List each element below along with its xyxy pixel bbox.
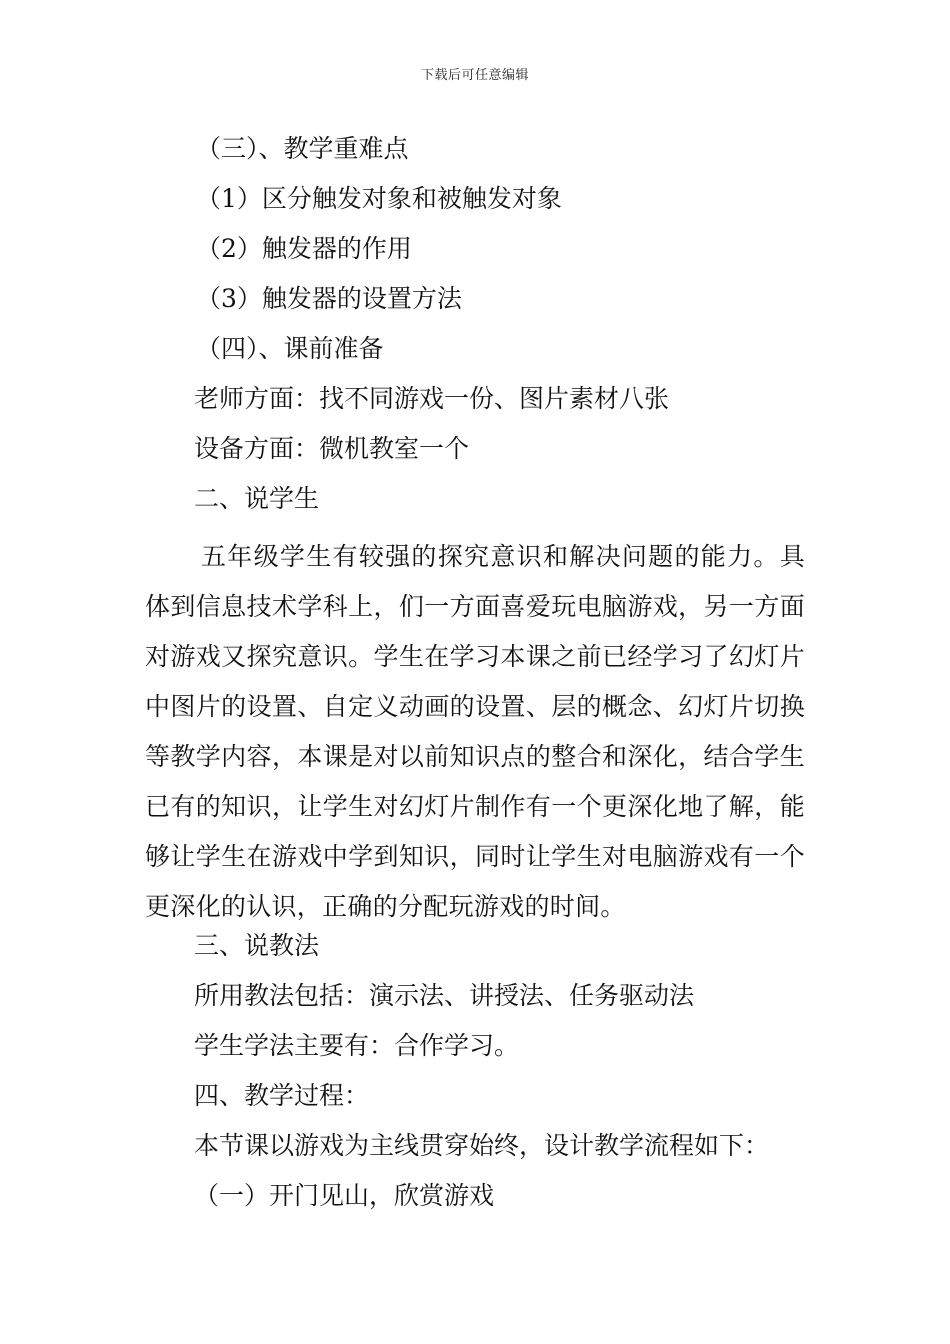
- heading-key-points: （三）、教学重难点: [196, 134, 409, 163]
- learning-methods-text: 学生学法主要有：合作学习。: [194, 1031, 520, 1060]
- list-item-key-point-2: （2）触发器的作用: [196, 234, 412, 263]
- heading-students: 二、说学生: [194, 484, 320, 513]
- preparation-teacher: 老师方面：找不同游戏一份、图片素材八张: [194, 384, 670, 413]
- process-step-1: （一）开门见山，欣赏游戏: [194, 1181, 495, 1210]
- heading-teaching-methods: 三、说教法: [194, 931, 320, 960]
- heading-teaching-process: 四、教学过程：: [194, 1081, 370, 1110]
- heading-preparation: （四）、课前准备: [196, 334, 384, 363]
- list-item-key-point-3: （3）触发器的设置方法: [196, 284, 462, 313]
- teaching-methods-text: 所用教法包括：演示法、讲授法、任务驱动法: [194, 981, 695, 1010]
- students-paragraph: 五年级学生有较强的探究意识和解决问题的能力。具体到信息技术学科上，们一方面喜爱玩电脑游戏，另一方面对游戏又探究意识。学生在学习本课之前已经学习了幻灯片中图片的设置、自定义动画的设置、层的概念、幻灯片切换等教学内容，本课是对以前知识点的整合和深化，结合学生已有的知识，让学生对幻灯片制作有一个更深化地了解，能够让学生在游戏中学到知识，同时让学生对电脑游戏有一个更深化的认识，正确的分配玩游戏的时间。: [145, 542, 805, 921]
- teaching-process-intro: 本节课以游戏为主线贯穿始终，设计教学流程如下：: [194, 1131, 770, 1160]
- preparation-equipment: 设备方面：微机教室一个: [194, 434, 470, 463]
- page-header-note: 下载后可任意编辑: [420, 68, 529, 83]
- list-item-key-point-1: （1）区分触发对象和被触发对象: [196, 184, 562, 213]
